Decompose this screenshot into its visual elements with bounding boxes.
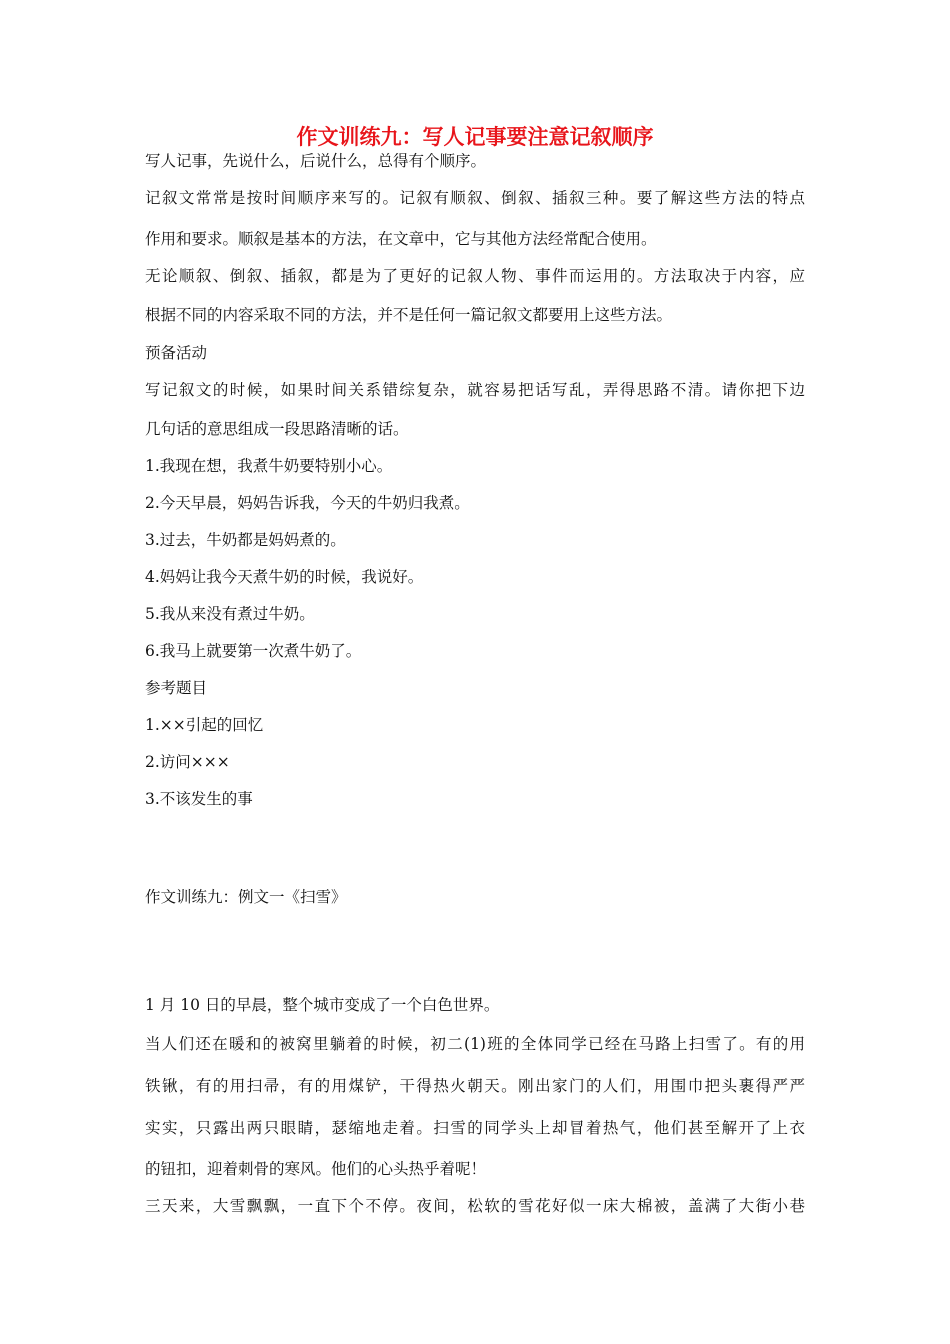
section-heading: 参考题目: [145, 679, 208, 697]
paragraph-line: 无论顺叙、倒叙、插叙，都是为了更好的记叙人物、事件而运用的。方法取决于内容，应: [145, 267, 805, 285]
paragraph-line: 的钮扣，迎着刺骨的寒风。他们的心头热乎着呢！: [145, 1160, 487, 1178]
paragraph-line: 写人记事，先说什么，后说什么，总得有个顺序。: [145, 152, 487, 170]
list-item: 2.今天早晨，妈妈告诉我，今天的牛奶归我煮。: [145, 494, 470, 512]
section-heading: 作文训练九：例文一《扫雪》: [145, 888, 347, 906]
paragraph-line: 记叙文常常是按时间顺序来写的。记叙有顺叙、倒叙、插叙三种。要了解这些方法的特点: [145, 189, 805, 207]
list-item: 3.不该发生的事: [145, 790, 253, 808]
list-item: 1.××引起的回忆: [145, 716, 264, 734]
paragraph-line: 当人们还在暖和的被窝里躺着的时候，初二(1)班的全体同学已经在马路上扫雪了。有的用: [145, 1035, 805, 1053]
list-item: 5.我从来没有煮过牛奶。: [145, 605, 315, 623]
paragraph-line: 作用和要求。顺叙是基本的方法，在文章中，它与其他方法经常配合使用。: [145, 230, 657, 248]
list-item: 3.过去，牛奶都是妈妈煮的。: [145, 531, 346, 549]
paragraph-line: 三天来，大雪飘飘，一直下个不停。夜间，松软的雪花好似一床大棉被，盖满了大街小巷: [145, 1197, 805, 1215]
paragraph-line: 写记叙文的时候，如果时间关系错综复杂，就容易把话写乱，弄得思路不清。请你把下边: [145, 381, 805, 399]
list-item: 4.妈妈让我今天煮牛奶的时候，我说好。: [145, 568, 424, 586]
paragraph-line: 1 月 10 日的早晨，整个城市变成了一个白色世界。: [145, 996, 500, 1014]
paragraph-line: 实实，只露出两只眼睛，瑟缩地走着。扫雪的同学头上却冒着热气，他们甚至解开了上衣: [145, 1119, 805, 1137]
paragraph-line: 根据不同的内容采取不同的方法，并不是任何一篇记叙文都要用上这些方法。: [145, 306, 673, 324]
document-title: 作文训练九：写人记事要注意记叙顺序: [296, 124, 654, 149]
section-heading: 预备活动: [145, 344, 208, 362]
paragraph-line: 铁锹，有的用扫帚，有的用煤铲，干得热火朝天。刚出家门的人们，用围巾把头裹得严严: [145, 1077, 805, 1095]
list-item: 1.我现在想，我煮牛奶要特别小心。: [145, 457, 393, 475]
paragraph-line: 几句话的意思组成一段思路清晰的话。: [145, 420, 409, 438]
list-item: 6.我马上就要第一次煮牛奶了。: [145, 642, 362, 660]
list-item: 2.访问×××: [145, 753, 230, 771]
